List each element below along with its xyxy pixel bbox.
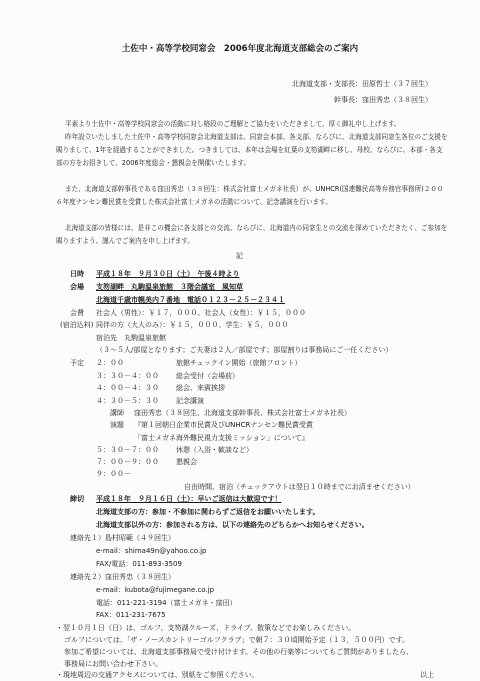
theme-line-2: 「富士メガネ海外難民視力支援ミッション」について』: [134, 434, 309, 442]
note-golf-2: ゴルフについては、「ザ・ノースカントリーゴルフクラブ」で朝７：３０頃開始予定（１３，５００円）です。: [64, 636, 410, 644]
note-golf-3: 参加ご希望については、北海道支部事務局で受け付けます。その他の行楽等についてもご質問がありましたら、: [64, 648, 414, 656]
schedule-desc: 総会、来賓挨拶: [176, 384, 225, 392]
note-access: ・現地周辺の交通アクセスについては、別紙をご参照ください。: [56, 671, 259, 679]
schedule-label: 予定: [70, 359, 84, 367]
fee-value: 社会人（男性）：￥１７，０００、社会人（女性）：￥１５，０００: [96, 309, 306, 317]
contact-2-phone: 電話：011-221-3194（富士メガネ・窪田）: [96, 599, 237, 607]
venue-address: 北海道千歳市幌美内７番地 電話０１２３－２５－２３４１: [96, 296, 285, 304]
lodging-note: （３～５人/部屋となります；ご夫妻は２人／部屋です；部屋割りは事務局にご一任ください）: [96, 346, 393, 354]
contact-1-heading: 連絡先１）島村昭範（４９回生）: [70, 534, 175, 542]
schedule-time: ４：３０－５：３０: [96, 397, 159, 405]
schedule-desc: 休憩（入浴・歓談など）: [176, 446, 253, 454]
paragraph-invitation: 北海道支部の皆様には、是非この機会に各支部との交流、ならびに、北海道内の同窓生との交流を深めていただきたく、ご参加を賜りますよう、謹んでご案内を申し上げます。: [56, 224, 448, 245]
schedule-desc: 総会受付（会場前）: [176, 372, 239, 380]
paragraph-intro: 昨年設立いたしました土佐中・高等学校同窓会北海道支部は、同窓会本部、各支部、ならびに、北海道支部同窓生各位のご支援を賜りまして、1年を経過することができました。つきましては、本年は会場を紅葉の支笏湖畔に移し、母校、ならびに、本部・各支部の方をお招きして、2006年度総会・懇親会を開催いたします。: [56, 133, 448, 167]
free-time-note: 自由時間、宿泊（チェックアウトは翌日１０時までにお済ませください）: [184, 483, 415, 491]
schedule-time: ４：００－４：３０: [96, 384, 159, 392]
paragraph-greeting: 平素より土佐中・高等学校同窓会の活動に対し格段のご理解とご協力をいただきまして、厚く御礼申し上げます。: [65, 120, 401, 128]
date-label: 日時: [70, 270, 84, 278]
lodging-label: 宿泊先: [96, 334, 117, 342]
contact-1-fax: FAX/電話：011-893-3509: [96, 560, 182, 568]
deadline-note-branch: 北海道支部の方：参加・不参加に関わらずご返信をお願いいたします。: [96, 508, 320, 516]
schedule-time: ７：００－９：００: [96, 458, 159, 466]
note-golf-1: ・翌１０月１日（日）は、ゴルフ、支笏湖クルーズ、ドライブ、散策などでお楽しみください。: [56, 624, 356, 632]
date-value: 平成１８年 ９月３０日（土） 午後４時より: [96, 270, 240, 278]
venue-value: 支笏湖畔 丸駒温泉旅館 ３階会議室 風知草: [96, 283, 243, 291]
schedule-time: ２：００: [96, 359, 124, 367]
schedule-desc: 懇親会: [176, 458, 197, 466]
theme-line-1: 『第１回朝日企業市民賞及びUNHCRナンセン難民賞受賞: [134, 421, 314, 429]
theme-label: 演題: [110, 421, 124, 429]
contact-2-heading: 連絡先２）窪田秀忠（３８回生）: [70, 573, 175, 581]
contact-2-email[interactable]: e-mail：kubota@fujimegane.co.jp: [96, 586, 215, 594]
note-golf-4: 事務局にお問い合わせ下さい。: [64, 660, 162, 668]
schedule-time: ５：３０－７：００: [96, 446, 159, 454]
schedule-time: ３：３０－４：００: [96, 372, 159, 380]
ki-label: 記: [236, 252, 243, 260]
schedule-desc: 記念講演: [176, 397, 204, 405]
document-title: 土佐中・高等学校同窓会 2006年度北海道支部総会のご案内: [121, 44, 359, 54]
lecturer-value: 窪田秀忠（３８回生、北海道支部幹事長、株式会社富士メガネ社長）: [134, 409, 351, 417]
sender-branch-head: 北海道支部・支部長：田原哲士（３７回生）: [292, 80, 432, 88]
closing-word: 以上: [420, 671, 434, 679]
schedule-desc: 旅館チェックイン開始（旅館フロント）: [176, 359, 302, 367]
fee-value-2: 同伴の方（大人のみ）：￥１５，０００、学生：￥５，０００: [96, 321, 289, 329]
fee-label: 会費: [70, 309, 84, 317]
schedule-time: ９：００－: [96, 470, 131, 478]
contact-2-fax: FAX：011-231-7675: [96, 611, 166, 619]
lodging-value: 丸駒温泉旅館: [124, 334, 166, 342]
deadline-value: 平成１８年 ９月１６日（土）：早いご返信は大歓迎です！: [96, 495, 282, 503]
deadline-note-others: 北海道支部以外の方：参加される方は、以下の連絡先のどちらかへお知らせください。: [96, 521, 369, 529]
deadline-label: 締切: [70, 495, 84, 503]
fee-sub-label: (宿泊込料): [60, 321, 94, 329]
paragraph-lecture: また、北海道支部幹事長である窪田秀忠（３８回生：株式会社富士メガネ社長）が、UNHCR(国連難民高等弁務官事務所)２００６年度ナンセン難民賞を受賞した株式会社富士メガネの活動について、記念講演を行います。: [56, 185, 444, 206]
venue-label: 会場: [70, 283, 84, 291]
sender-secretary: 幹事長：窪田秀忠（３８回生）: [334, 96, 432, 104]
lecturer-label: 講師: [110, 409, 124, 417]
contact-1-email[interactable]: e-mail：shima49n@yahoo.co.jp: [96, 547, 207, 555]
